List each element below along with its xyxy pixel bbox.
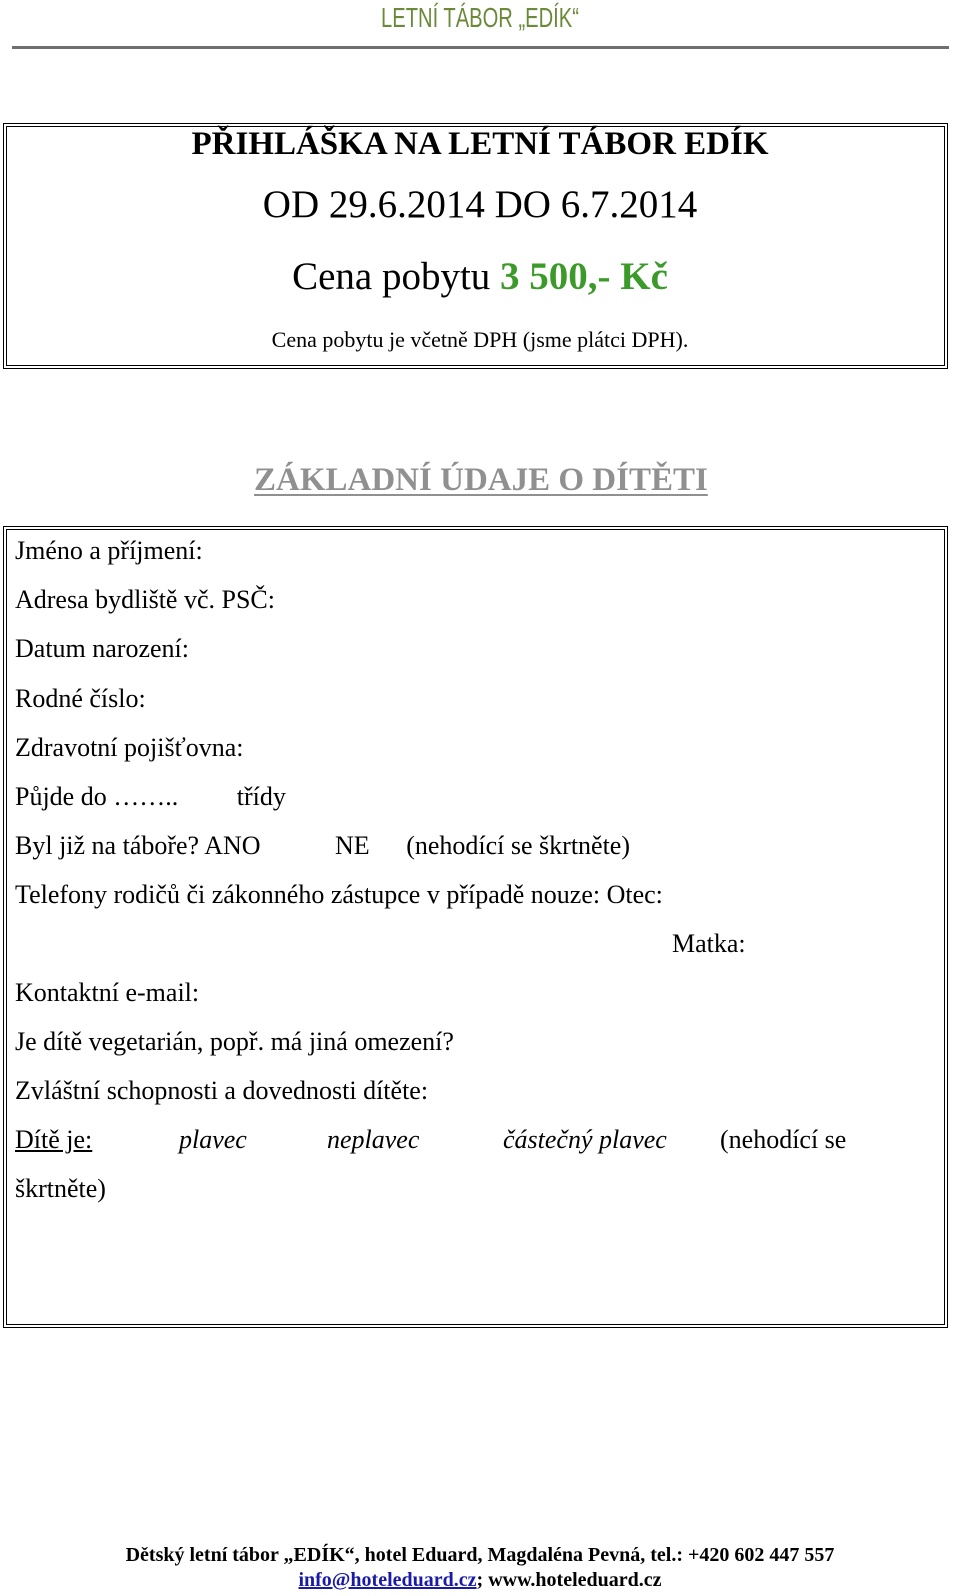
swim-option-partial[interactable]: částečný plavec <box>503 1125 667 1154</box>
price-label: Cena pobytu <box>292 255 491 298</box>
footer-separator: ; <box>476 1569 484 1591</box>
grade-prefix: Půjde do <box>15 782 107 811</box>
camp-no-option[interactable]: NE <box>335 831 370 860</box>
camp-question: Byl již na táboře? <box>15 831 200 860</box>
field-insurance: Zdravotní pojišťovna: <box>15 733 244 762</box>
field-previous-camp <box>15 833 630 859</box>
footer-links <box>0 1568 960 1593</box>
field-birth-number: Rodné číslo: <box>15 684 146 713</box>
form-title: PŘIHLÁŠKA NA LETNÍ TÁBOR EDÍK <box>191 126 769 162</box>
field-email: Kontaktní e-mail: <box>15 978 200 1007</box>
field-phones: Telefony rodičů či zákonného zástupce v případě nouze: Otec: <box>15 880 663 909</box>
section-heading: ZÁKLADNÍ ÚDAJE O DÍTĚTI <box>254 462 708 498</box>
field-grade <box>15 784 286 810</box>
field-name: Jméno a příjmení: <box>15 536 203 565</box>
field-mother: Matka: <box>672 929 746 958</box>
camp-note: (nehodící se škrtněte) <box>406 831 631 860</box>
footer-web-link[interactable]: www.hoteleduard.cz <box>488 1569 662 1591</box>
field-diet: Je dítě vegetarián, popř. má jiná omezení? <box>15 1027 454 1056</box>
swim-option-non-swimmer[interactable]: neplavec <box>327 1125 420 1154</box>
price-value: 3 500,- Kč <box>500 255 668 298</box>
swim-note: (nehodící se <box>720 1125 847 1154</box>
footer-email-link[interactable]: info@hoteleduard.cz <box>298 1569 477 1591</box>
vat-note: Cena pobytu je včetně DPH (jsme plátci DPH). <box>271 327 689 352</box>
field-skills: Zvláštní schopnosti a dovednosti dítěte: <box>15 1076 429 1105</box>
camp-yes-option[interactable]: ANO <box>204 831 261 860</box>
swim-note-cont: škrtněte) <box>15 1174 106 1203</box>
grade-suffix: třídy <box>236 782 286 811</box>
header-logo: LETNÍ TÁBOR „EDÍK“ <box>381 2 579 33</box>
grade-blank: …….. <box>113 782 179 811</box>
swim-option-swimmer[interactable]: plavec <box>179 1125 247 1154</box>
price-line <box>0 254 960 299</box>
footer-contact: Dětský letní tábor „EDÍK“, hotel Eduard, Magdaléna Pevná, tel.: +420 602 447 557 <box>125 1544 835 1566</box>
field-address: Adresa bydliště vč. PSČ: <box>15 585 275 614</box>
header-rule <box>12 46 949 49</box>
camp-dates: OD 29.6.2014 DO 6.7.2014 <box>262 183 698 226</box>
field-birth-date: Datum narození: <box>15 634 189 663</box>
swim-label: Dítě je: <box>15 1125 93 1154</box>
